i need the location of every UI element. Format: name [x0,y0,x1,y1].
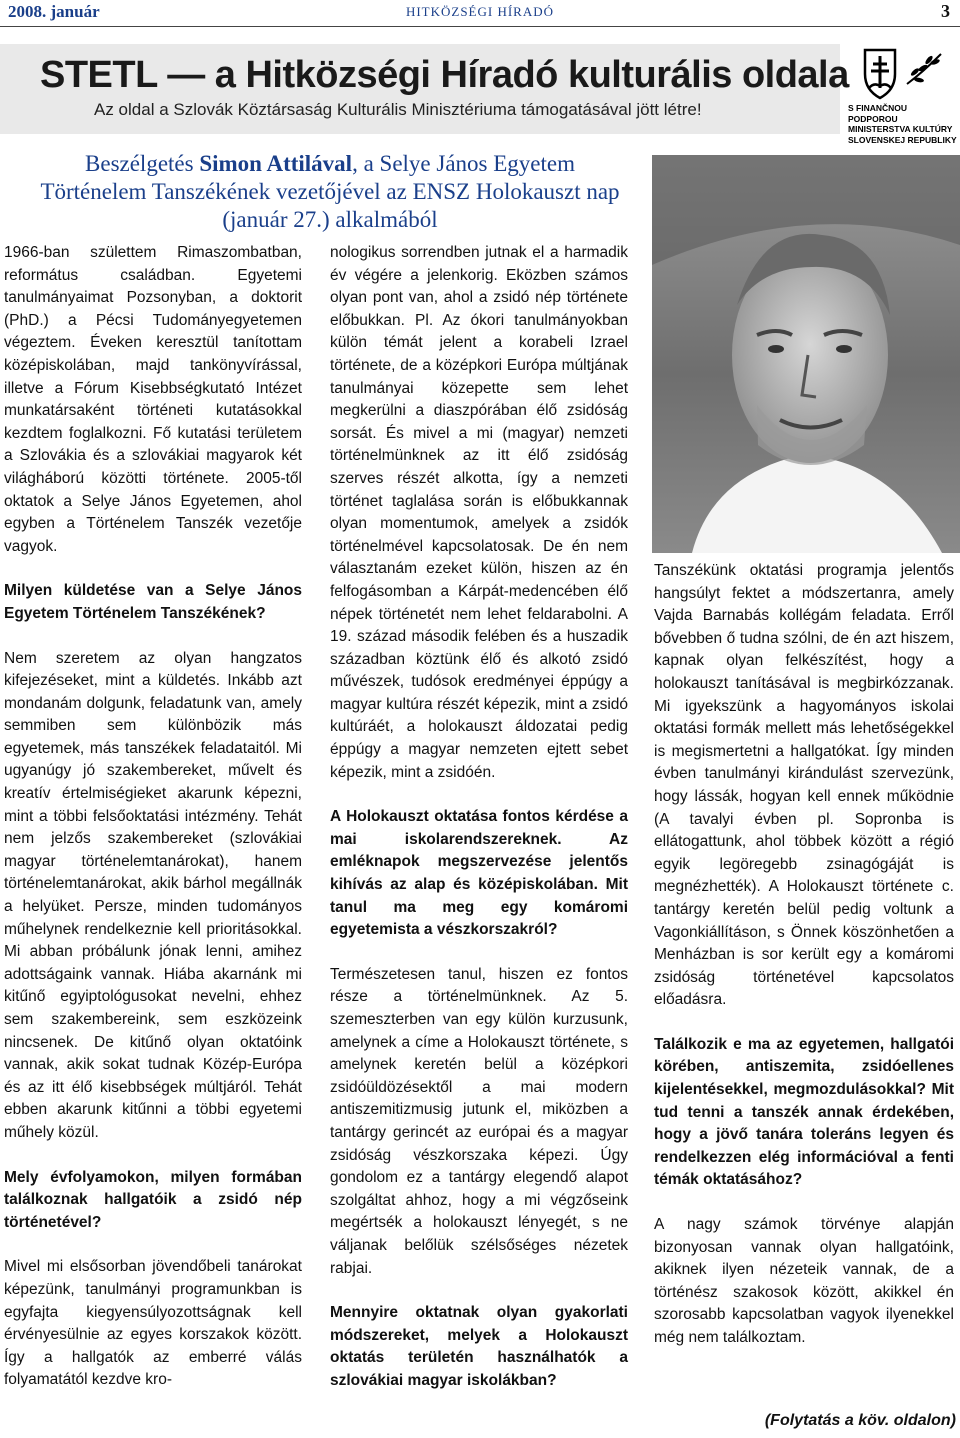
portrait-photo [652,155,960,553]
interview-question: Találkozik e ma az egyetemen, hallgatói körében, antiszemita, zsidóellenes kijelentésekkel, megmozdulásokkal? Mit tud tenni a tanszék annak érdekében, hogy a jövő tanára toleráns legyen és rendelkezzen elég információval a fenti témák oktatásához? [654,1035,954,1189]
slovak-coat-of-arms-icon [845,44,960,104]
article-column-3 [654,560,954,1372]
interview-question: Mennyire oktatnak olyan gyakorlati módszereket, melyek a Holokauszt oktatás területén használhatók a szlovákiai magyar iskolákban? [330,1304,628,1389]
banner-title: STETL — a Hitközségi Híradó kulturális oldala [40,54,849,96]
interview-question: Mely évfolyamokon, milyen formában találkoznak hallgatóik a zsidó nép történetével? [4,1168,302,1231]
paragraph: Mivel mi elsősorban jövendőbeli tanárokat képezünk, tanulmányi programunkban is egyfajta kiegyensúlyozottságnak kell érvényesülnie az egyes korszakok között. Így a hallgatók az emberré válás folyamatától kezdve kro- [4,1258,302,1389]
paragraph: A nagy számok törvénye alapján bizonyosan vannak olyan hallgatóink, akiknek ilyen nézeteik vannak, de a történész szakosok között, akikkel én szorosabb kapcsolatban vagyok ilyenekkel még nem találkoztam. [654,1216,954,1346]
page-number: 3 [941,1,950,21]
article-column-2 [330,242,628,1415]
paragraph: nologikus sorrendben jutnak el a harmadik év végére a jelenkorig. Eközben számos olyan pont van, ahol a zsidó nép története előbukkan. Pl. Az ókori tanulmányokban külön témát jelent a korabeli Izrael története, de a középkori Európa múltjának tanulmányai közepette sem lehet megkerülni a diaszpórában élő zsidóság sorsát. És mivel a mi (magyar) nemzeti történelmünknek az itt élő zsidóság szerves részét alkotta, így a nemzeti történet taglalása során is előbukkannak olyan momentumok, amelyek a zsidók történelmével kapcsolatosak. De én nem választanám ezeket külön, hiszen az én felfogásomban a Kárpát-medencében élő népek történetét nem lehet feldarabolni. A 19. század második felében és a huszadik században köztünk élő és alkotó zsidó művészek, tudósok eredményei éppúgy a magyar kultúra részét képezik, mint a zsidó kultúráét, a holokauszt áldozatai pedig éppúgy a magyar nemzeten ejtett sebet képezik, mint a zsidóén. [330,244,628,781]
headline-post: , a Selye János Egyetem Történelem Tanszékének vezetőjével az ENSZ Holokauszt nap (január 27.) alkalmából [40,151,620,232]
interview-question: Milyen küldetése van a Selye János Egyetem Történelem Tanszékének? [4,582,302,622]
paragraph: Tanszékünk oktatási programja jelentős hangsúlyt fektet a módszertanra, amely Vajda Barnabás kollégám feladata. Erről bővebben ő tudna szólni, de én azt hiszem, kapnak olyan felkészítést, hogy a holokauszt tanításával is megbirkózzanak. Mi igyekszünk a hagyományos iskolai oktatási formák mellett más lehetőségekkel is megismertetni a hallgatókat. Így minden évben tanulmányi kirándulást szervezünk, hogy lássák, hogyan kell ennek működnie (A tavalyi évben pl. Sopronba is ellátogattunk, ahol többek között a régió egyik legöregebb zsinagógáját is megnézhették). A Holokauszt története c. tantárgy keretén belül pedig voltunk a Vagonkiállításon, s Önnek köszönhetően a Menházban is sor került egy a komáromi zsidóság történetével kapcsolatos előadásra. [654,562,954,1009]
paragraph: Természetesen tanul, hiszen ez fontos része a történelmünknek. Az 5. szemeszterben van egy külön kurzusunk, amelynek a címe a Holokauszt története, s amelynek keretén belül a középkori zsidóüldözésektől a mai modern antiszemitizmusig jutunk el, miközben a tantárgy gerincét az európai és a magyar zsidóság vészkorszaka képezi. Úgy gondolom ez a tantárgy elegendő alapot szolgáltat ahhoz, hogy a mi végzőseink megértsék a holokauszt lényegét, s ne váljanak belőlük szélsőséges nézetek rabjai. [330,965,628,1277]
continuation-note: (Folytatás a köv. oldalon) [764,1412,956,1429]
paragraph: Nem szeretem az olyan hangzatos kifejezéseket, mint a küldetés. Inkább azt mondanám dolgunk, feladatunk van, amely semmiben sem különbözik más egyetemek, más tanszékek feladataitól. Mi ugyanúgy jó szakembereket, művelt és kreatív értelmiségieket akarunk képezni, mint a többi felsőoktatási intézmény. Tehát nem jelzős szakembereket (szlovákiai magyar történelemtanárokat), hanem történelemtanárokat, akik bárhol megállnák a helyüket. Persze, minden tudományos műhelynek rendelkeznie kell prioritásokkal. Mi abban próbálunk jónak lenni, amihez adottságaink vannak. Hiába akarnánk mi kitűnő egyiptológusokat nevelni, ehhez sem szakembereink, sem eszközeink nincsenek. De kitűnő olyan oktatóink vannak, akik sokat tudnak Közép-Európa és az itt élő kisebbségek múltjáról. Tehát ebben akarunk kitűnni a többi egyetemi műhely közül. [4,649,302,1141]
headline-name: Simon Attilával [199,151,353,176]
banner-subtitle: Az oldal a Szlovák Köztársaság Kulturális Minisztériuma támogatásával jött létre! [94,100,702,119]
issue-date: 2008. január [8,2,100,21]
interview-question: A Holokauszt oktatása fontos kérdése a mai iskolarendszereknek. Az emléknapok megszervezése jelentős kihívás az alap és középiskolában. Mit tanul ma meg egy komáromi egyetemista a vészkorszakról? [330,808,628,939]
ministry-logo-text: S FINANČNOU PODPOROU MINISTERSTVA KULTÚRY SLOVENSKEJ REPUBLIKY [848,103,957,145]
publication-name: HITKÖZSÉGI HÍRADÓ [405,4,555,19]
article-headline [40,150,620,234]
paragraph: 1966-ban születtem Rimaszombatban, református családban. Egyetemi tanulmányaimat Pozsonyban, a doktorit (PhD.) a Pécsi Tudományegyetemen végeztem. Éveken keresztül tanítottam középiskolában, majd tankönyvírással, illetve a Fórum Kisebbségkutató Intézet munkatársaként történeti kutatásokkal kezdtem foglalkozni. Fő kutatási területem a Szlovákia és a szlovákiai magyarok két világháború közötti története. 2005-től oktatok a Selye János Egyetemen, ahol egyben a Történelem Tanszék vezetője vagyok. [4,244,302,555]
article-column-1 [4,242,302,1414]
headline-pre: Beszélgetés [85,151,200,176]
